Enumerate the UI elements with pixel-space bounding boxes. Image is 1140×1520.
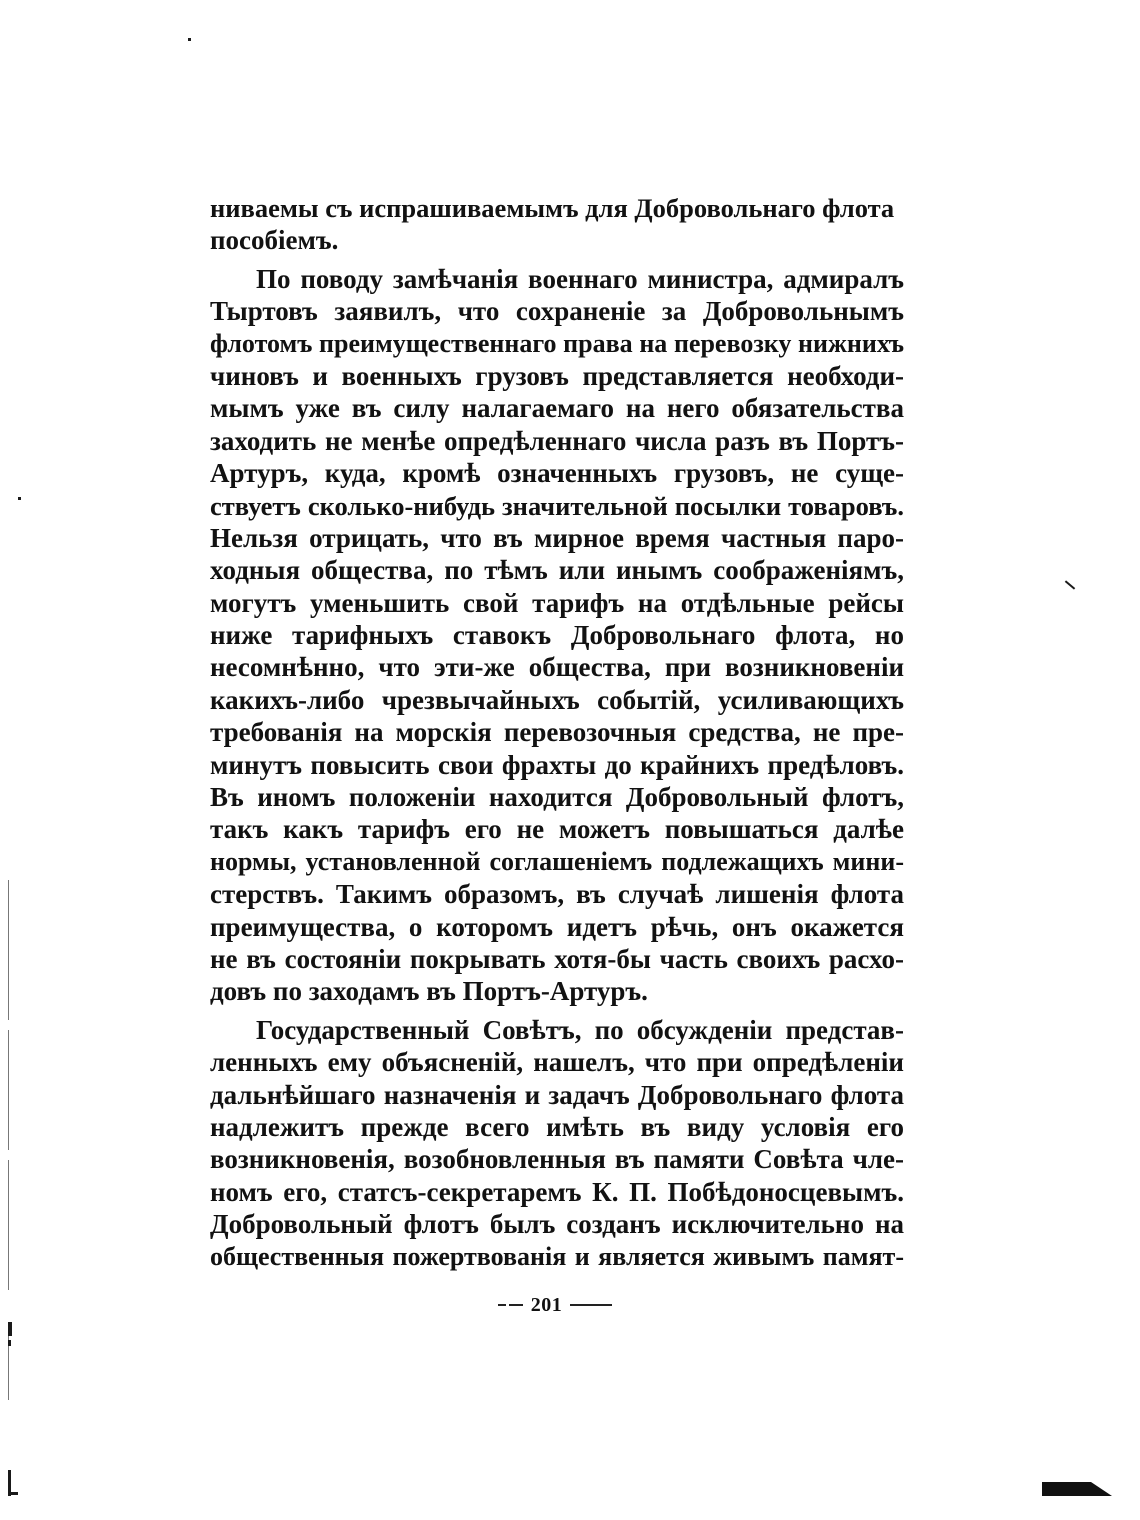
text-line: флотомъ преимущественнаго права на перевозку нижнихъ [210,328,904,358]
text-line: несомнѣнно, что эти-же общества, при возникновеніи [210,652,904,683]
text-line: не въ состояніи покрывать хотя-бы часть своихъ расхо- [210,943,904,974]
text-line: возникновенія, возобновленныя въ памяти Совѣта чле- [210,1144,904,1175]
text-line: могутъ уменьшить свой тарифъ на отдѣльные рейсы [210,587,904,618]
text-line: Артуръ, куда, кромѣ означенныхъ грузовъ, не суще- [210,458,904,489]
text-line: нормы, установленной соглашеніемъ подлежащихъ мини- [210,846,904,876]
text-line: ниваемы съ испрашиваемымъ для Добровольнаго флота [210,193,895,223]
scan-corner-wedge [1042,1482,1112,1496]
text-line: минутъ повысить свои фрахты до крайнихъ предѣловъ. [210,749,904,780]
body-text [210,192,904,1273]
text-line: преимущества, о которомъ идетъ рѣчь, онъ окажется [210,911,904,942]
text-line: мымъ уже въ силу налагаемаго на него обязательства [210,393,904,424]
paragraph-start-line: По поводу замѣчанія военнаго министра, адмиралъ [256,263,904,294]
text-line: надлежитъ прежде всего имѣть въ виду условія его [210,1111,904,1142]
scan-speck [1065,580,1075,589]
text-line: номъ его, статсъ-секретаремъ К. П. Побѣдоносцевымъ. [210,1176,904,1207]
text-line: общественныя пожертвованія и является живымъ памят- [210,1241,904,1271]
text-line: ствуетъ сколько-нибудь значительной посылки товаровъ. [210,490,904,521]
text-line: такъ какъ тарифъ его не можетъ повышаться далѣе [210,814,904,845]
paragraph-start-line: Государственный Совѣтъ, по обсужденіи представ- [256,1014,904,1045]
scan-mark [8,1322,12,1336]
page-number-dash [498,1304,506,1306]
text-line: ниже тарифныхъ ставокъ Добровольнаго флота, но [210,620,904,651]
text-line: Тыртовъ заявилъ, что сохраненіе за Добровольнымъ [210,296,904,327]
page-number-text: 201 [530,1293,563,1316]
text-line: стерствъ. Такимъ образомъ, въ случаѣ лишенія флота [210,879,904,910]
text-line: Нельзя отрицать, что въ мирное время частныя паро- [210,522,904,553]
scan-mark [8,1340,11,1346]
scan-speck [188,38,191,41]
scan-mark [8,1492,18,1495]
text-line: заходить не менѣе опредѣленнаго числа разъ въ Портъ- [210,425,904,456]
text-line: ленныхъ ему объясненій, нашелъ, что при опредѣленіи [210,1047,904,1078]
page-number-dash [570,1304,612,1306]
text-line: чиновъ и военныхъ грузовъ представляется необходи- [210,360,904,391]
scan-edge-line [8,1160,9,1290]
text-line: дальнѣйшаго назначенія и задачъ Добровольнаго флота [210,1079,904,1110]
text-line: пособіемъ. [210,225,339,256]
page-number-dash [509,1304,523,1306]
text-line: Въ иномъ положеніи находится Добровольный флотъ, [210,782,904,813]
page-number [480,1290,630,1320]
text-line: Добровольный флотъ былъ созданъ исключительно на [210,1209,904,1240]
text-line: довъ по заходамъ въ Портъ-Артуръ. [210,976,648,1007]
scan-edge-line [8,1030,9,1150]
text-line: какихъ-либо чрезвычайныхъ событій, усиливающихъ [210,684,904,715]
text-line: требованія на морскія перевозочныя средства, не пре- [210,717,904,748]
scan-speck [18,497,21,500]
text-line: ходныя общества, по тѣмъ или инымъ соображеніямъ, [210,555,904,586]
scan-edge-line [8,880,9,1020]
